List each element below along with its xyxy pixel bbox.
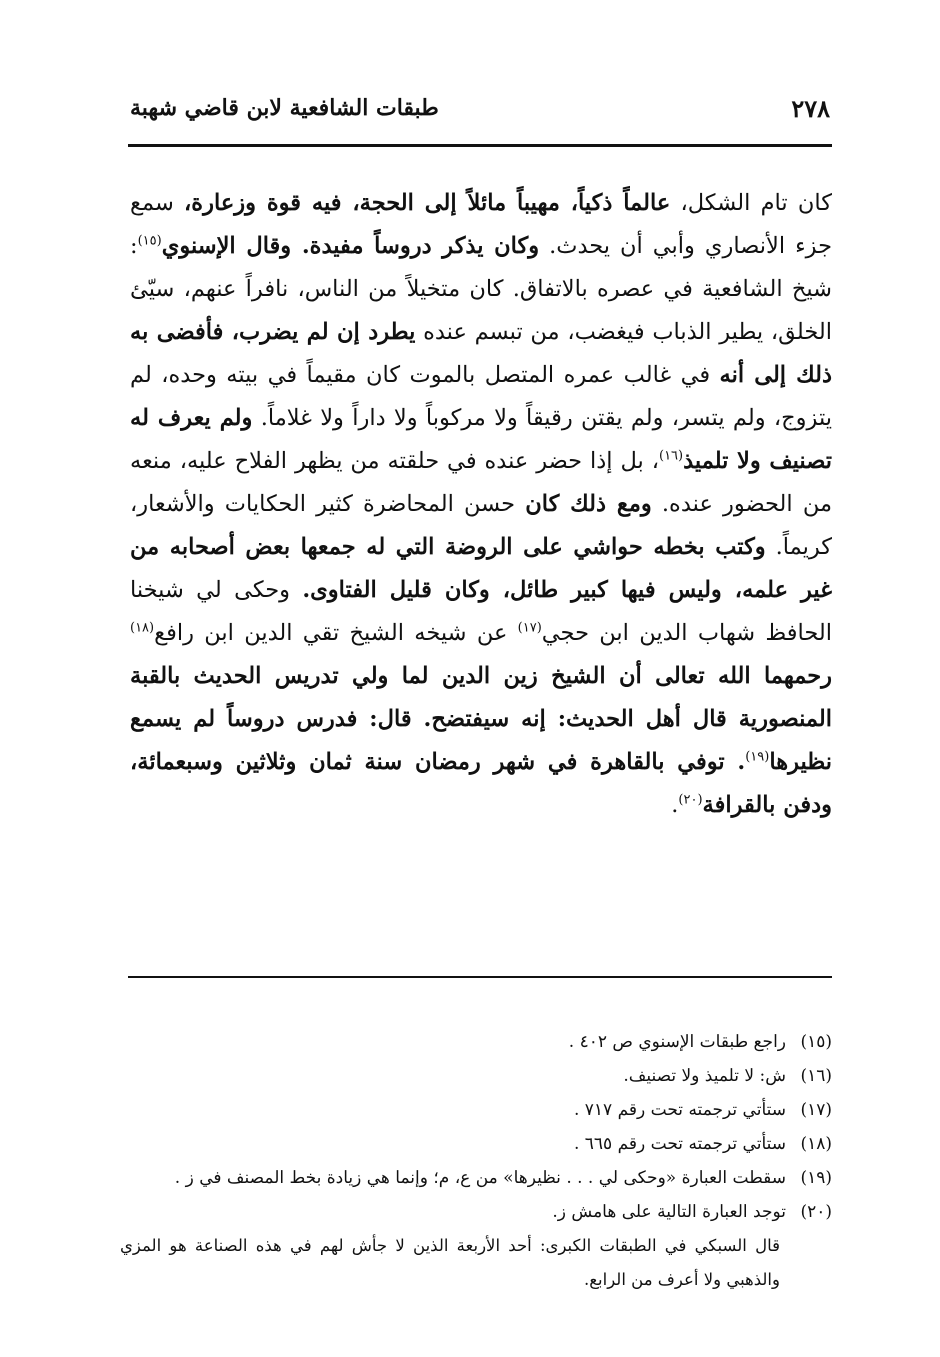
footnote-text: ش: لا تلميذ ولا تصنيف. — [623, 1066, 786, 1086]
footnote-item — [120, 1025, 832, 1059]
footnote-item — [120, 1093, 832, 1127]
header-rule — [128, 144, 832, 147]
text-segment: : شيخ الشافعية في عصره بالاتفاق. كان متخيلاً من الناس، نافراً عنهم، سيّئ الخلق، يطير الذباب فيغضب، من تبسم عنده — [130, 233, 833, 345]
footnotes — [120, 1025, 832, 1297]
text-segment: سمع جزء الأنصاري وأبي أن يحدث. — [130, 190, 832, 259]
text-segment: وحكى لي شيخنا الحافظ شهاب الدين ابن حجي — [130, 577, 832, 646]
text-segment: عن شيخه الشيخ تقي الدين ابن رافع — [154, 620, 518, 646]
bold-segment: وكتب بخطه حواشي على الروضة التي له جمعها بعض أصحابه من غير علمه، وليس فيها كبير طائل، وكان قليل الفتاوى. — [130, 534, 832, 603]
text-segment: حسن المحاضرة كثير الحكايات والأشعار، كريماً. — [130, 491, 832, 560]
main-paragraph — [130, 182, 832, 827]
text-segment: ، بل إذا حضر عنده في حلقته من يظهر الفلاح عليه، منعه من الحضور عنده. — [130, 448, 832, 517]
footnote-item — [120, 1195, 832, 1229]
footnote-number: (١٨) — [800, 1134, 832, 1154]
header-title: طبقات الشافعية لابن قاضي شهبة — [130, 95, 439, 121]
footnote-ref-16: (١٦) — [658, 448, 684, 464]
footnote-ref-18: (١٨) — [130, 620, 155, 636]
bold-segment: نظيرها — [769, 749, 832, 775]
text-segment: كان تام الشكل، — [670, 190, 832, 216]
footnote-item — [120, 1059, 832, 1093]
bold-segment: بالقرافة — [702, 792, 776, 818]
footnote-rule — [128, 976, 832, 978]
footnote-number: (١٩) — [800, 1168, 832, 1188]
bold-segment: ومع ذلك كان — [525, 491, 652, 517]
footnote-number: (١٥) — [800, 1032, 832, 1052]
footnote-continuation: قال السبكي في الطبقات الكبرى: أحد الأربعة الذين لا جأش لهم في هذه الصناعة هو المزي والذهبي ولا أعرف من الرابع. — [120, 1236, 780, 1289]
footnote-text: ستأتي ترجمته تحت رقم ٧١٧ . — [573, 1100, 786, 1120]
bold-segment: يطرد إن لم يضرب، فأفضى به ذلك إلى أنه — [130, 319, 832, 388]
page-number: ٢٧٨ — [791, 93, 830, 123]
footnote-item — [120, 1161, 832, 1195]
footnote-number: (١٦) — [800, 1066, 832, 1086]
footnote-ref-15: (١٥) — [137, 233, 162, 249]
bold-segment: عالماً ذكياً، مهيباً مائلاً إلى الحجة، فيه قوة وزعارة، — [184, 190, 671, 216]
footnote-text: توجد العبارة التالية على هامش ز. — [552, 1202, 786, 1222]
footnote-text: سقطت العبارة «وحكى لي . . . نظيرها» من ع، م؛ وإنما هي زيادة بخط المصنف في ز . — [174, 1168, 786, 1188]
running-header — [130, 88, 830, 128]
footnote-number: (١٧) — [800, 1100, 832, 1120]
footnote-item — [120, 1127, 832, 1161]
bold-segment: وكان يذكر دروساً مفيدة. وقال الإسنوي — [161, 233, 540, 259]
footnote-number: (٢٠) — [800, 1202, 832, 1222]
text-segment: . — [671, 792, 679, 818]
text-segment: في غالب عمره المتصل بالموت كان مقيماً في بيته وحده، لم يتزوج، ولم يتسر، ولم يقتن رقيقاً ولا مركوباً ولا داراً ولا غلاماً. — [130, 362, 832, 431]
footnote-text: راجع طبقات الإسنوي ص ٤٠٢ . — [568, 1032, 786, 1052]
bold-segment: رحمهما الله تعالى أن الشيخ زين الدين لما ولي تدريس الحديث بالقبة المنصورية قال أهل الحديث: إنه سيفتضح. قال: فدرس دروساً لم يسمع — [130, 663, 832, 732]
bold-segment: . توفي بالقاهرة في شهر رمضان سنة ثمان وثلاثين وسبعمائة، ودفن — [130, 749, 832, 818]
footnote-ref-19: (١٩) — [745, 749, 770, 765]
bold-segment: ولم يعرف له تصنيف ولا تلميذ — [130, 405, 832, 474]
footnote-ref-20: (٢٠) — [678, 792, 703, 808]
footnote-text: ستأتي ترجمته تحت رقم ٦٦٥ . — [573, 1134, 786, 1154]
main-text — [130, 182, 832, 827]
footnote-ref-17: (١٧) — [517, 620, 542, 636]
